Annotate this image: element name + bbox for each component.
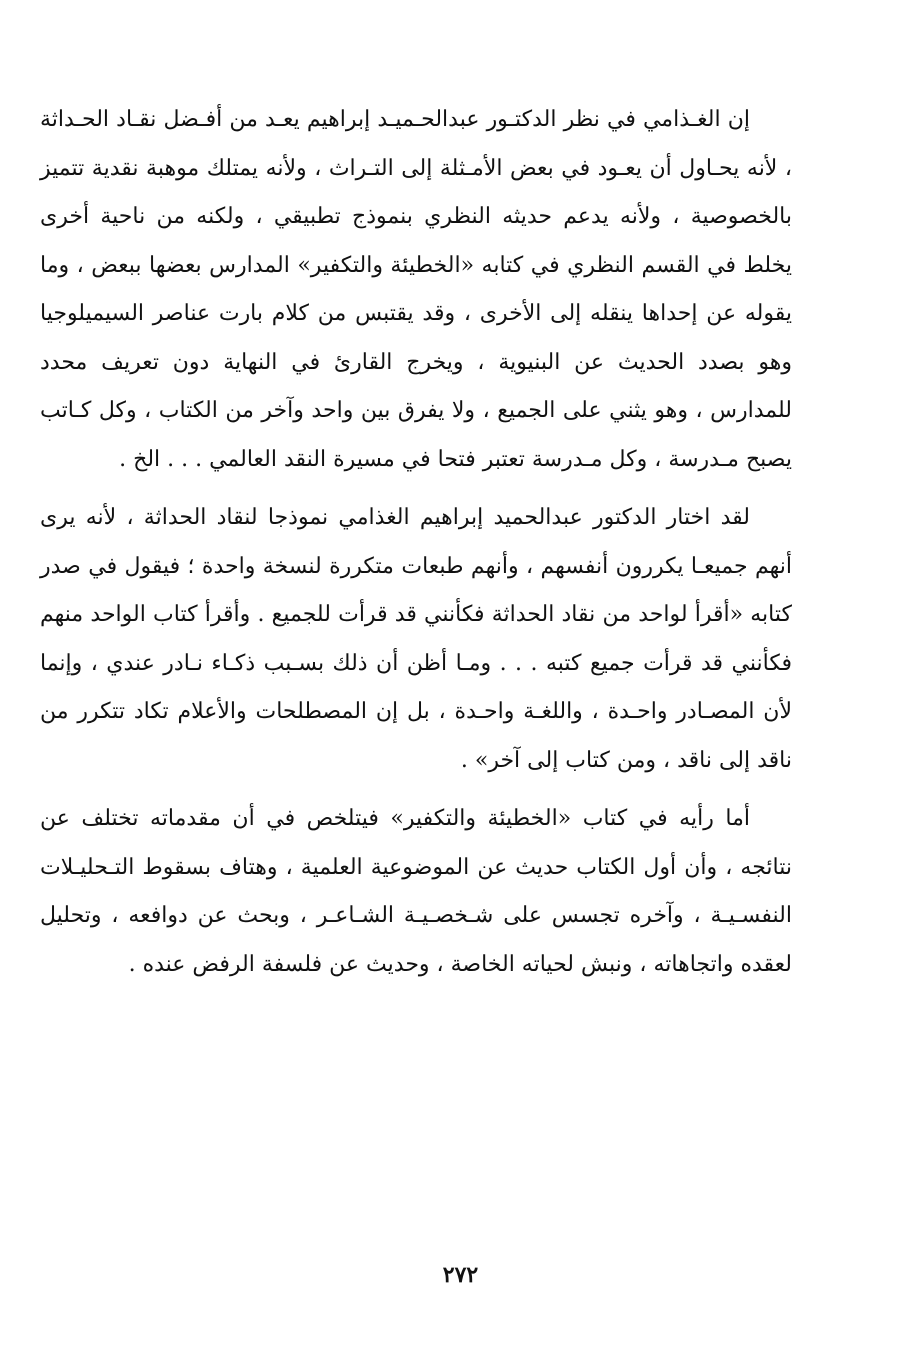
paragraph-3: أما رأيه في كتاب «الخطيئة والتكفير» فيتلخص في أن مقدماته تختلف عن نتائجه ، وأن أول الكتاب حديث عن الموضوعية العلمية ، وهتاف بسقوط التـحليـلات النفسـيـة ، وآخره تجسس على شـخصـيـة الشـاعـر ، وبحث عن دوافعه ، وتحليل لعقده واتجاهاته ، ونبش لحياته الخاصة ، وحديث عن فلسفة الرفض عنده . <box>40 806 792 977</box>
page-body <box>40 96 792 999</box>
page-number: ٢٧٢ <box>442 1262 479 1288</box>
paragraph-2: لقد اختار الدكتور عبدالحميد إبراهيم الغذامي نموذجا لنقاد الحداثة ، لأنه يرى أنهم جميعـا يكررون أنفسهم ، وأنهم طبعات متكررة لنسخة واحدة ؛ فيقول في صدر كتابه «أقرأ لواحد من نقاد الحداثة فكأنني قد قرأت للجميع . وأقرأ كتاب الواحد منهم فكأنني قد قرأت جميع كتبه . . . ومـا أظن أن ذلك بسـبب ذكـاء نـادر عندي ، وإنما لأن المصـادر واحـدة ، واللغـة واحـدة ، بل إن المصطلحات والأعلام تكاد تتكرر من ناقد إلى ناقد ، ومن كتاب إلى آخر» . <box>40 505 792 773</box>
paragraph-1: إن الغـذامي في نظر الدكتـور عبدالحـميـد إبراهيم يعـد من أفـضل نقـاد الحـداثة ، لأنه يحـاول أن يعـود في بعض الأمـثلة إلى التـراث ، ولأنه يمتلك موهبة نقدية تتميز بالخصوصية ، ولأنه يدعم حديثه النظري بنموذج تطبيقي ، ولكنه من ناحية أخرى يخلط في القسم النظري في كتابه «الخطيئة والتكفير» المدارس بعضها ببعض ، وما يقوله عن إحداها ينقله إلى الأخرى ، وقد يقتبس من كلام بارت عناصر السيميلوجيا وهو بصدد الحديث عن البنيوية ، ويخرج القارئ في النهاية دون تعريف محدد للمدارس ، وهو يثني على الجميع ، ولا يفرق بين واحد وآخر من الكتاب ، وكل كـاتب يصبح مـدرسة ، وكل مـدرسة تعتبر فتحا في مسيرة النقد العالمي . . . الخ . <box>40 107 792 472</box>
